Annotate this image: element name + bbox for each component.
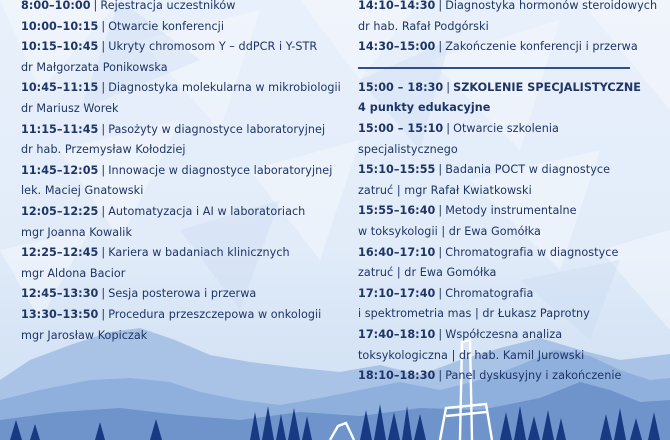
entry-separator: | [93,0,98,12]
schedule-entry-continuation [21,181,341,202]
entry-time: 14:30–15:00 [358,40,436,54]
entry-time: 13:30–13:50 [21,307,99,321]
entry-separator: | [438,204,443,218]
schedule-entry [358,325,658,346]
entry-time: 14:10–14:30 [358,0,436,12]
schedule-entry-continuation [358,346,658,367]
entry-time: 15:00 – 15:10 [358,121,444,135]
entry-text: Automatyzacja i AI w laboratoriach [108,204,306,218]
entry-time: 12:45–13:30 [21,287,99,301]
schedule-entry [21,78,341,99]
entry-text: dr Mariusz Worek [21,101,119,115]
entry-text: Panel dyskusyjny i zakończenie [445,369,622,383]
entry-separator: | [101,287,106,301]
schedule-entry-continuation [358,263,658,284]
entry-text: Ukryty chromosom Y – ddPCR i Y-STR [108,40,318,54]
entry-time: 12:25–12:45 [21,246,99,260]
schedule-entry [358,119,658,140]
entry-separator: | [438,327,443,341]
entry-text: dr hab. Rafał Podgórski [358,19,489,33]
entry-separator: | [438,163,443,177]
workshop-title: SZKOLENIE SPECJALISTYCZNE [453,80,641,94]
entry-text: Pasożyty w diagnostyce laboratoryjnej [108,122,326,136]
entry-text: Otwarcie szkolenia [453,121,559,135]
entry-separator: | [438,40,443,54]
entry-separator: | [101,204,106,218]
entry-time: 10:45–11:15 [21,81,99,95]
schedule-entry [21,17,341,38]
schedule-entry [21,305,341,326]
entry-separator: | [101,122,106,136]
schedule-entry [358,37,658,58]
entry-text: Chromatografia w diagnostyce [445,245,619,259]
entry-time: 15:55–16:40 [358,204,436,218]
schedule-entry-continuation [21,99,341,120]
entry-separator: | [101,307,106,321]
entry-separator: | [438,286,443,300]
entry-time: 11:45–12:05 [21,163,99,177]
entry-separator: | [438,0,443,12]
schedule-entry-continuation [358,17,658,38]
entry-text: Sesja posterowa i przerwa [108,287,257,301]
schedule-entry [358,160,658,181]
entry-separator: | [438,245,443,259]
schedule-entry [358,201,658,222]
schedule-entry [21,120,341,141]
entry-text: Rejestracja uczestników [100,0,236,12]
schedule-entry-continuation [358,181,658,202]
schedule-entry [21,0,341,17]
schedule-entry [358,284,658,305]
schedule-entry-continuation [21,223,341,244]
entry-separator: | [101,163,106,177]
entry-text: dr Małgorzata Ponikowska [21,60,168,74]
entry-separator: | [101,246,106,260]
entry-text: Chromatografia [445,286,534,300]
workshop-time: 15:00 – 18:30 [358,80,444,94]
entry-text: mgr Joanna Kowalik [21,225,132,239]
entry-text: w toksykologii | dr Ewa Gomółka [358,224,541,238]
entry-separator: | [438,369,443,383]
entry-text: Badania POCT w diagnostyce [445,163,611,177]
section-divider [358,67,630,69]
entry-text: dr hab. Przemysław Kołodziej [21,143,186,157]
entry-text: Zakończenie konferencji i przerwa [445,40,638,54]
entry-time: 11:15–11:45 [21,122,99,136]
schedule-entry [21,161,341,182]
entry-time: 12:05–12:25 [21,204,99,218]
entry-text: Diagnostyka molekularna w mikrobiologii [108,81,341,95]
schedule-entry-continuation [21,326,341,347]
entry-separator: | [101,19,106,33]
entry-text: Kariera w badaniach klinicznych [108,246,290,260]
entry-separator: | [101,81,106,95]
entry-text: Innowacje w diagnostyce laboratoryjnej [108,163,333,177]
entry-text: lek. Maciej Gnatowski [21,184,144,198]
entry-text: Współczesna analiza [445,327,563,341]
entry-text: i spektrometria mas | dr Łukasz Paprotny [358,307,590,321]
entry-text: zatruć | mgr Rafał Kwiatkowski [358,183,532,197]
entry-text: Procedura przeszczepowa w onkologii [108,307,322,321]
schedule-entry [358,0,658,17]
schedule-entry-continuation [21,140,341,161]
entry-time: 16:40–17:10 [358,245,436,259]
schedule-entry-continuation [358,304,658,325]
schedule-entry [358,366,658,387]
schedule-entry-continuation [358,140,658,161]
entry-time: 10:00–10:15 [21,19,99,33]
entry-time: 8:00–10:00 [21,0,91,12]
entry-separator: | [446,121,451,135]
schedule-entry-continuation [358,222,658,243]
workshop-heading: 15:00 – 18:30 | SZKOLENIE SPECJALISTYCZNE [358,80,641,94]
schedule-entry-continuation [21,58,341,79]
program-left-column [21,0,341,346]
schedule-entry [21,284,341,305]
entry-time: 10:15–10:45 [21,40,99,54]
schedule-entry [21,37,341,58]
entry-separator: | [101,40,106,54]
schedule-entry [21,243,341,264]
entry-text: Metody instrumentalne [445,204,577,218]
entry-time: 17:40–18:10 [358,327,436,341]
entry-time: 18:10–18:30 [358,369,436,383]
entry-text: zatruć | dr Ewa Gomółka [358,266,497,280]
entry-time: 15:10–15:55 [358,163,436,177]
schedule-entry [358,243,658,264]
schedule-entry-continuation [21,264,341,285]
program-right-column [358,0,658,387]
workshop-points: 4 punkty edukacyjne [358,101,491,115]
entry-text: mgr Aldona Bacior [21,266,126,280]
entry-text: toksykologiczna | dr hab. Kamil Jurowski [358,348,585,362]
entry-text: Diagnostyka hormonów steroidowych [445,0,658,12]
entry-text: Otwarcie konferencji [108,19,224,33]
entry-text: specjalistycznego [358,142,458,156]
entry-time: 17:10–17:40 [358,286,436,300]
schedule-entry [21,202,341,223]
entry-text: mgr Jarosław Kopiczak [21,328,148,342]
